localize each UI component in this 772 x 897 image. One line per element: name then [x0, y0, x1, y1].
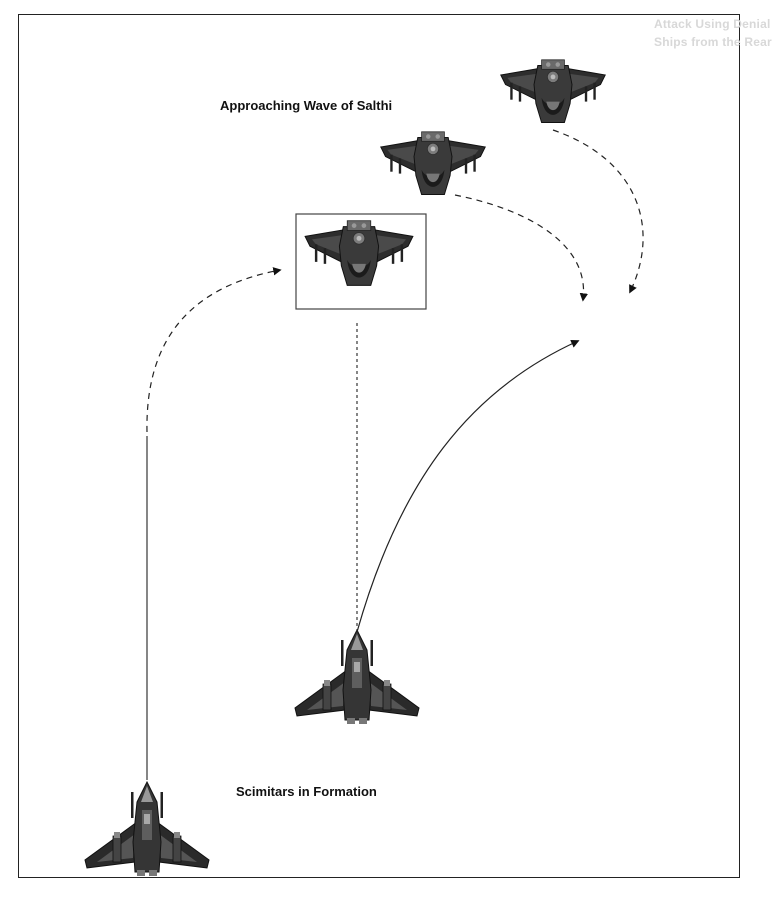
scimitar-left-path-dashed [147, 270, 280, 432]
salthi-wave-label: Approaching Wave of Salthi [220, 98, 393, 113]
salthi-fighter-2 [381, 132, 486, 195]
scimitar-center-path-curve [357, 341, 578, 632]
salthi-path-2 [455, 195, 584, 300]
salthi-fighter-lead [305, 221, 413, 286]
scimitars-label: Scimitars in Formation [236, 784, 377, 799]
background-heading: Ships from the Rear [654, 35, 772, 49]
scimitar-fighter-center [295, 630, 419, 724]
background-heading: Attack Using Denial [654, 17, 771, 31]
salthi-path-1 [553, 130, 643, 292]
scimitar-fighter-left [85, 782, 209, 876]
salthi-fighter-1 [501, 60, 606, 123]
